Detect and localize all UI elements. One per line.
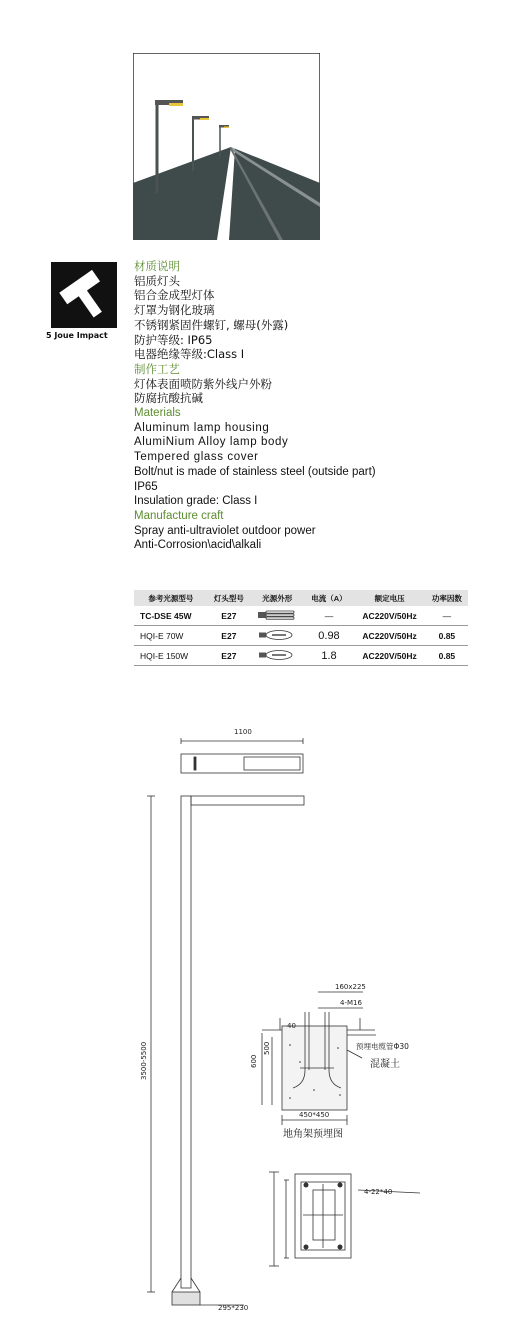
en-material-line: Aluminum lamp housing [134,421,270,434]
lamp-model: TC-DSE 45W [134,606,208,626]
anchor-spacing-dimension: 160x225 [335,983,366,991]
impact-rating-badge [51,262,117,328]
power-factor: 0.85 [426,626,468,646]
lamp-shape-cell [250,606,305,626]
en-material-line: Bolt/nut is made of stainless steel (outside part) [134,465,376,478]
en-material-line: Insulation grade: Class I [134,495,258,508]
spec-text-block [134,259,474,553]
cn-material-line: 铝合金成型灯体 [134,288,215,303]
en-material-line: AlumiNium Alloy lamp body [134,436,289,449]
technical-drawing [0,700,525,1326]
hid-lamp-icon [257,649,297,661]
power-factor: — [426,606,468,626]
cn-material-line: 不锈钢紧固件螺钉, 螺母(外露) [134,317,289,332]
lamp-model: HQI-E 70W [134,626,208,646]
column-header: 灯头型号 [208,590,250,606]
hid-lamp-icon [257,629,297,641]
cn-material-line: 灯罩为钢化玻璃 [134,303,215,318]
lamp-shape-cell [250,626,305,646]
en-material-line: Tempered glass cover [134,451,259,464]
en-craft-title: Manufacture craft [134,509,224,522]
en-craft-line: Anti-Corrosion\acid\alkali [134,539,262,552]
cn-material-line: 铝质灯头 [134,273,180,288]
table-header-row [134,590,468,606]
plate-holes-label: 4-22*40 [364,1188,393,1196]
cn-material-line: 电器绝缘等级:Class I [134,347,245,362]
en-craft-line: Spray anti-ultraviolet outdoor power [134,524,316,537]
cn-craft-title: 制作工艺 [134,361,180,376]
foundation-caption: 地角架预埋图 [283,1129,343,1140]
power-factor: 0.85 [426,646,468,666]
bolt-spec-label: 4-M16 [340,999,362,1007]
cn-material-line: 防护等级: IP65 [134,332,213,347]
en-material-line: IP65 [134,480,158,493]
head-width-dimension: 1100 [234,728,252,736]
depth-600-dimension: 600 [250,1054,258,1068]
socket-type: E27 [208,646,250,666]
depth-40-dimension: 40 [287,1022,296,1030]
socket-type: E27 [208,606,250,626]
table-row [134,646,468,666]
socket-type: E27 [208,626,250,646]
depth-500-dimension: 500 [263,1041,271,1055]
rated-voltage: AC220V/50Hz [353,646,425,666]
light-source-table [134,590,468,666]
impact-rating-label: 5 Joue Impact [46,331,108,340]
rated-voltage: AC220V/50Hz [353,626,425,646]
cfl-lamp-icon [257,609,297,621]
current-value: 0.98 [305,626,354,646]
column-header: 参考光源型号 [134,590,208,606]
lamp-shape-cell [250,646,305,666]
cn-craft-line: 灯体表面喷防紫外线户外粉 [134,376,272,391]
hammer-icon [51,262,117,328]
concrete-label: 混凝土 [370,1059,400,1070]
pit-size-dimension: 450*450 [299,1111,330,1119]
pole-height-dimension: 3500-5500 [140,1041,148,1080]
current-value: — [305,606,354,626]
base-size-dimension: 295*230 [218,1304,249,1312]
table-row [134,606,468,626]
column-header: 电流（A） [305,590,354,606]
current-value: 1.8 [305,646,354,666]
road-lamp-illustration [133,53,320,240]
column-header: 额定电压 [353,590,425,606]
table-row [134,626,468,646]
lamp-model: HQI-E 150W [134,646,208,666]
column-header: 功率因数 [426,590,468,606]
en-materials-title: Materials [134,407,181,420]
rated-voltage: AC220V/50Hz [353,606,425,626]
cn-materials-title: 材质说明 [134,259,180,273]
cn-craft-line: 防腐抗酸抗碱 [134,391,203,406]
conduit-label: 预埋电缆管Φ30 [356,1042,409,1051]
column-header: 光源外形 [250,590,305,606]
